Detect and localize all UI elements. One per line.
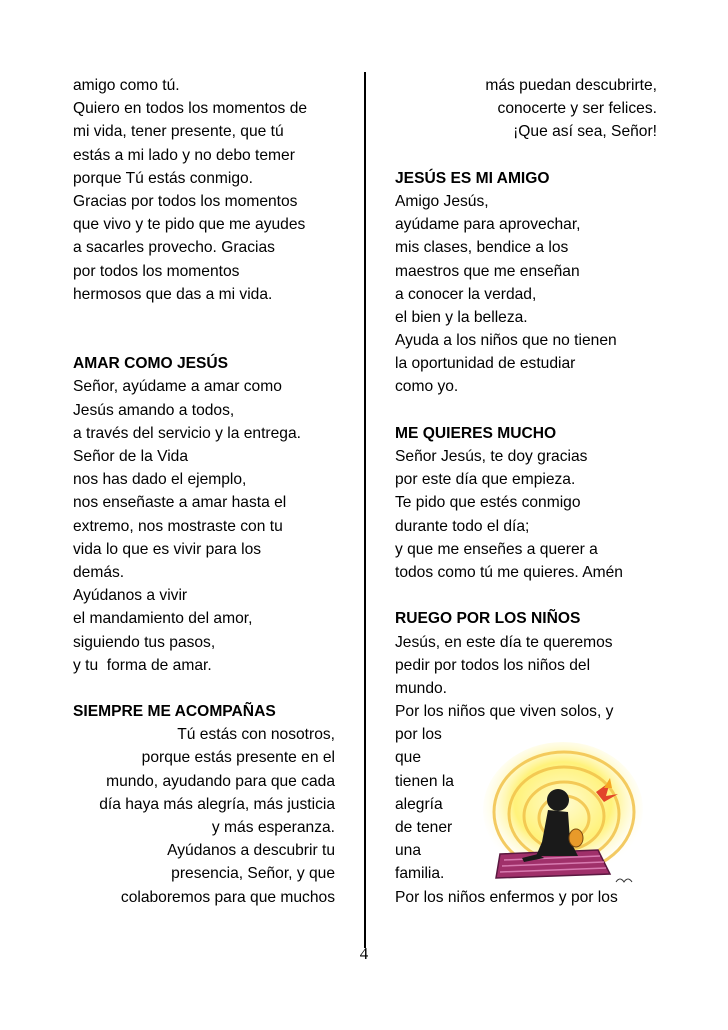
- text-line: tienen la: [395, 772, 454, 790]
- text-line: ayúdame para aprovechar,: [395, 216, 581, 234]
- text-line: mi vida, tener presente, que tú: [73, 123, 284, 141]
- text-line: a través del servicio y la entrega.: [73, 424, 301, 442]
- text-line: más puedan descubrirte,: [485, 77, 657, 94]
- text-line: que: [395, 749, 422, 767]
- text-line: día haya más alegría, más justicia: [99, 795, 335, 813]
- text-line: el mandamiento del amor,: [73, 610, 253, 628]
- text-line: Amigo Jesús,: [395, 192, 489, 210]
- text-line: alegría: [395, 795, 443, 813]
- text-line: pedir por todos los niños del: [395, 656, 591, 674]
- text-line: como yo.: [395, 378, 459, 396]
- text-line: mis clases, bendice a los: [395, 239, 569, 257]
- text-line: porque Tú estás conmigo.: [73, 169, 254, 187]
- section-title-amigo: JESÚS ES MI AMIGO: [395, 169, 550, 187]
- text-line: mundo, ayudando para que cada: [106, 772, 335, 790]
- text-line: por este día que empieza.: [395, 471, 576, 489]
- text-line: porque estás presente en el: [141, 749, 335, 767]
- text-line: a conocer la verdad,: [395, 285, 537, 303]
- text-line: la oportunidad de estudiar: [395, 355, 576, 373]
- text-line: vida lo que es vivir para los: [73, 540, 262, 558]
- text-line: conocerte y ser felices.: [497, 100, 657, 118]
- text-line: Tú estás con nosotros,: [177, 726, 335, 744]
- text-line: demás.: [73, 563, 125, 581]
- text-line: Por los niños que viven solos, y: [395, 703, 614, 721]
- page-number: 4: [359, 944, 369, 963]
- text-line: y que me enseñes a querer a: [395, 540, 598, 558]
- text-line: durante todo el día;: [395, 517, 530, 535]
- text-line: todos como tú me quieres. Amén: [395, 563, 623, 581]
- left-column: [73, 74, 335, 909]
- text-line: que vivo y te pido que me ayudes: [73, 216, 306, 234]
- text-line: de tener: [395, 819, 453, 836]
- child-praying-illustration-icon: [478, 742, 648, 888]
- text-line: y tu forma de amar.: [73, 656, 212, 674]
- text-line: presencia, Señor, y que: [171, 865, 335, 883]
- text-line: hermosos que das a mi vida.: [73, 285, 273, 303]
- text-line: Jesús amando a todos,: [73, 401, 235, 419]
- text-line: ¡Que así sea, Señor!: [513, 123, 657, 141]
- text-line: el bien y la belleza.: [395, 308, 528, 326]
- text-line: Ayúdanos a descubrir tu: [167, 842, 335, 860]
- text-line: extremo, nos mostraste con tu: [73, 517, 283, 535]
- text-line: Por los niños enfermos y por los: [395, 888, 618, 906]
- section-title-quieres: ME QUIERES MUCHO: [395, 424, 557, 442]
- text-line: nos enseñaste a amar hasta el: [73, 494, 287, 512]
- text-line: Ayuda a los niños que no tienen: [395, 332, 617, 350]
- text-line: nos has dado el ejemplo,: [73, 471, 247, 489]
- text-line: amigo como tú.: [73, 77, 180, 94]
- text-line: Señor de la Vida: [73, 448, 189, 465]
- section-title-ruego: RUEGO POR LOS NIÑOS: [395, 610, 581, 628]
- text-line: estás a mi lado y no debo temer: [73, 146, 295, 164]
- text-line: colaboremos para que muchos: [120, 888, 335, 906]
- text-line: maestros que me enseñan: [395, 262, 580, 280]
- text-line: por los: [395, 726, 442, 744]
- section-title-amar: AMAR COMO JESÚS: [73, 355, 229, 373]
- text-line: a sacarles provecho. Gracias: [73, 239, 275, 257]
- text-line: siguiendo tus pasos,: [73, 633, 216, 651]
- text-line: Señor, ayúdame a amar como: [73, 378, 282, 396]
- text-line: Ayúdanos a vivir: [73, 587, 188, 605]
- text-line: una: [395, 842, 422, 860]
- text-line: Jesús, en este día te queremos: [395, 633, 613, 651]
- section-title-siempre: SIEMPRE ME ACOMPAÑAS: [73, 703, 276, 721]
- text-line: Gracias por todos los momentos: [73, 192, 298, 210]
- text-line: Quiero en todos los momentos de: [73, 100, 308, 118]
- text-line: Te pido que estés conmigo: [395, 494, 581, 512]
- text-line: y más esperanza.: [211, 819, 335, 836]
- text-line: por todos los momentos: [73, 262, 240, 280]
- text-line: familia.: [395, 865, 445, 883]
- text-line: Señor Jesús, te doy gracias: [395, 448, 588, 465]
- column-divider: [364, 72, 366, 948]
- text-line: mundo.: [395, 679, 448, 697]
